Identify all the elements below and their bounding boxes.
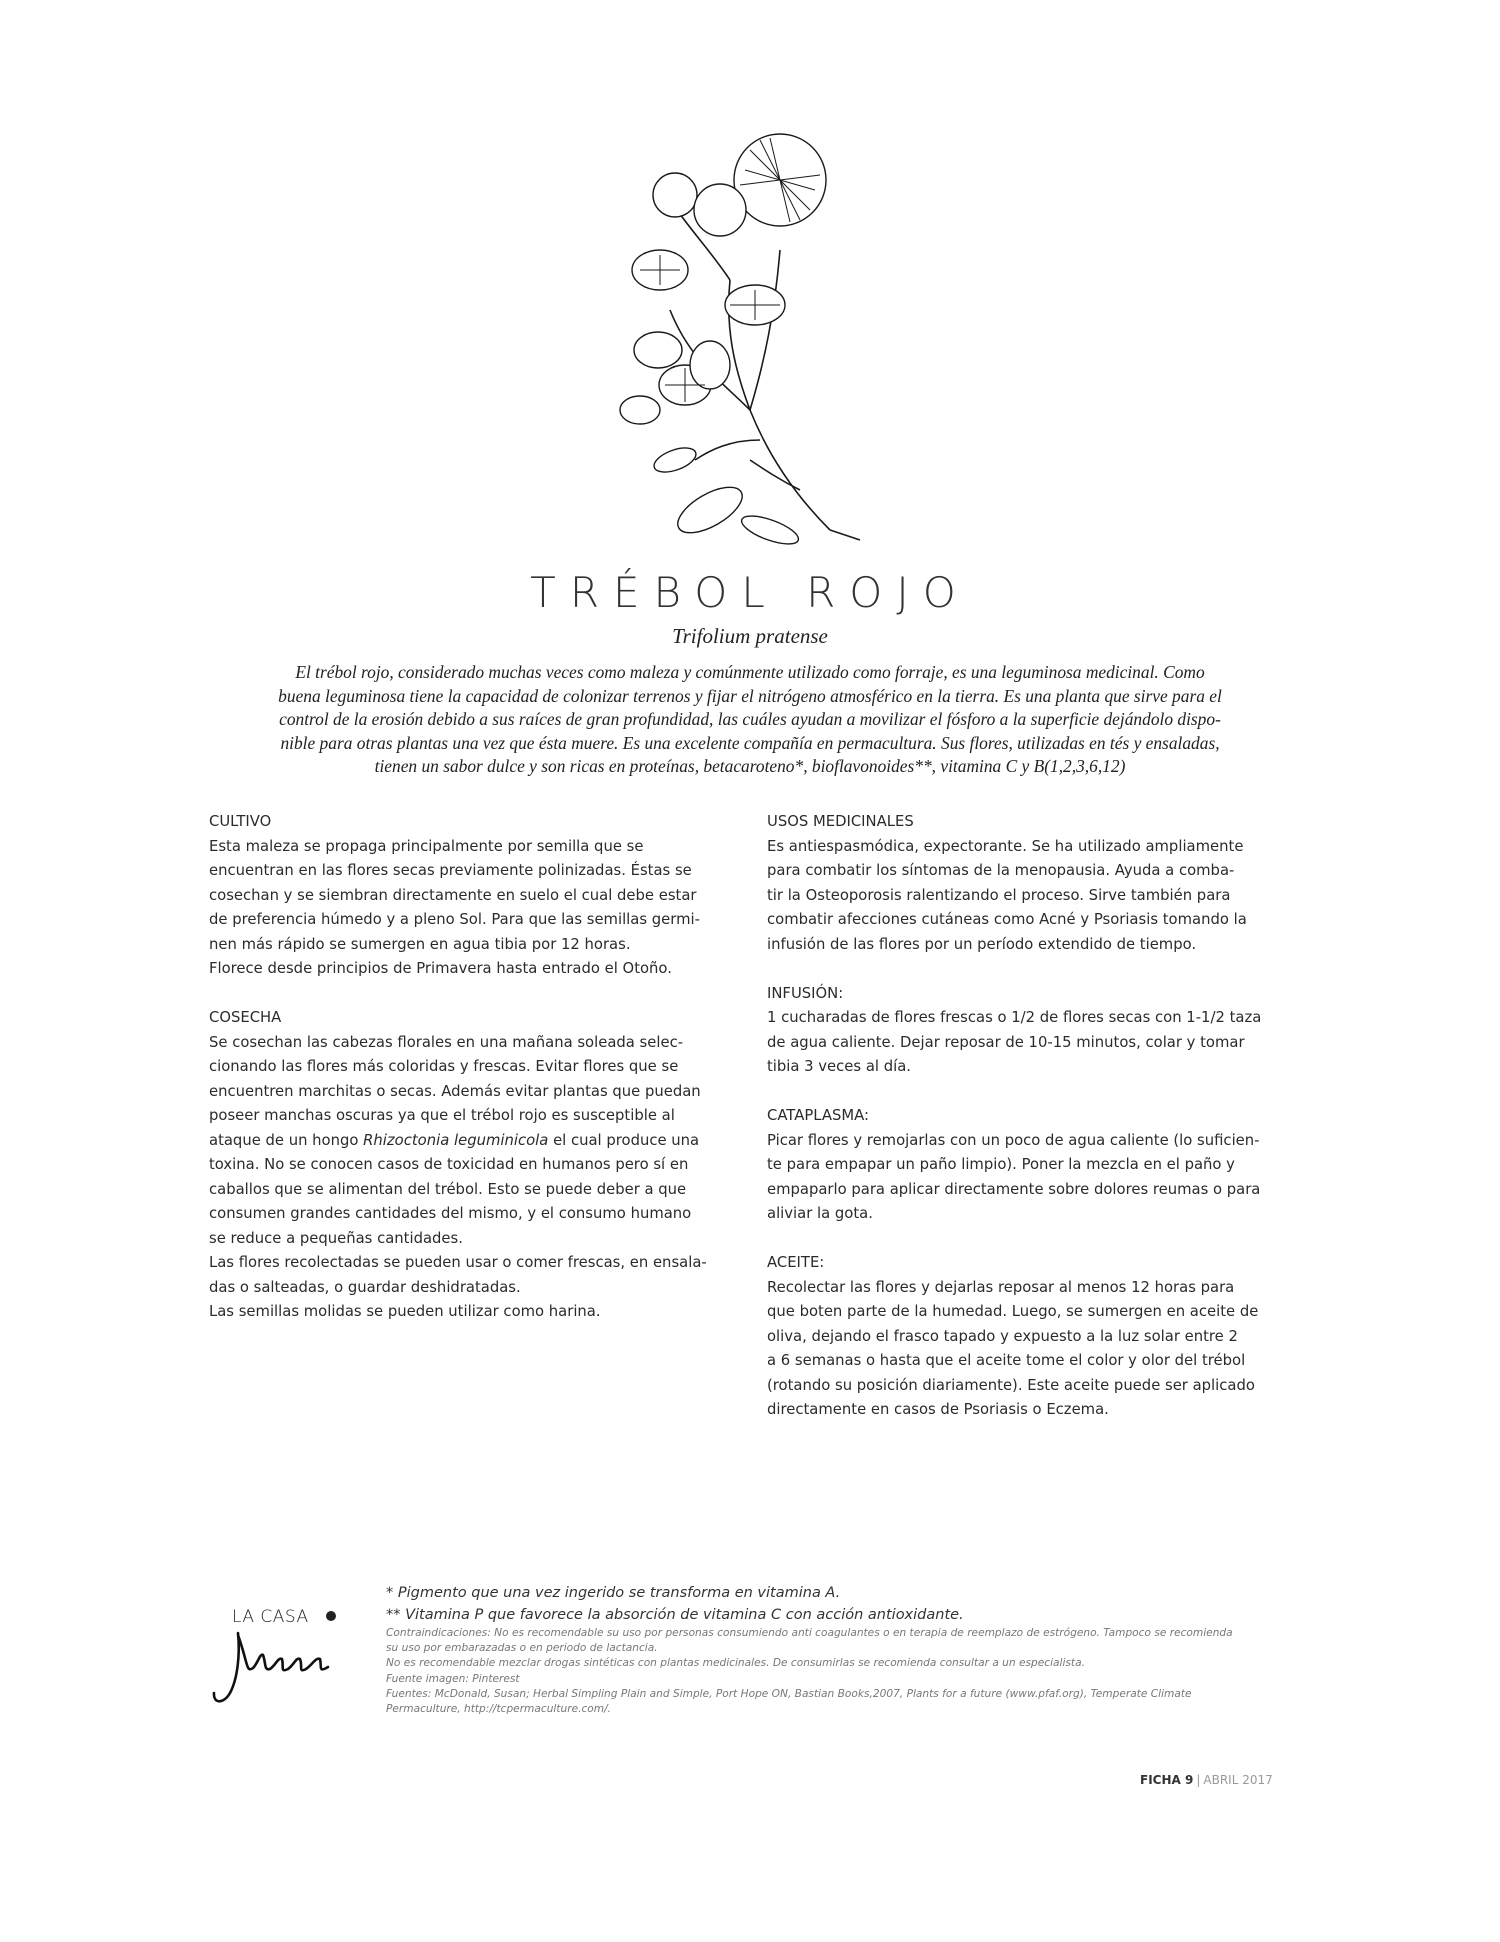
text-line: 1 cucharadas de flores frescas o 1/2 de flores secas con 1-1/2 taza [767, 1009, 1262, 1026]
text-line: toxina. No se conocen casos de toxicidad en humanos pero sí en [209, 1156, 689, 1173]
fine-print-line: No es recomendable mezclar drogas sintéticas con plantas medicinales. De consumirlas se recomienda consultar a un especialista. [386, 1657, 1085, 1670]
section-heading: CATAPLASMA: [767, 1107, 869, 1124]
text-line: tir la Osteoporosis ralentizando el proceso. Sirve también para [767, 886, 1231, 904]
text-line: nen más rápido se sumergen en agua tibia por 12 horas. [209, 935, 631, 953]
logo-script-signature [208, 1623, 343, 1713]
fungus-name: Rhizoctonia leguminicola [363, 1131, 549, 1149]
scientific-name: Trifolium pratense [672, 624, 828, 648]
text-line: Las semillas molidas se pueden utilizar como harina. [209, 1303, 601, 1320]
footnote-1: * Pigmento que una vez ingerido se transforma en vitamina A. [386, 1585, 841, 1601]
text-fragment: el cual produce una [548, 1131, 700, 1149]
red-clover-illustration [600, 110, 880, 550]
section-heading: CULTIVO [209, 813, 272, 830]
fine-print-line: Permaculture, http://tcpermaculture.com/. [386, 1703, 612, 1716]
left-column [209, 810, 749, 1325]
text-line: combatir afecciones cutáneas como Acné y Psoriasis tomando la [767, 911, 1247, 928]
intro-line: control de la erosión debido a sus raíces de gran profundidad, las cuáles ayudan a movilizar el fósforo a la superficie dejándolo dispo- [279, 709, 1221, 729]
text-line: cosechan y se siembran directamente en suelo el cual debe estar [209, 886, 697, 904]
text-line: Florece desde principios de Primavera hasta entrado el Otoño. [209, 960, 672, 977]
text-line: infusión de las flores por un período extendido de tiempo. [767, 935, 1197, 953]
fine-print-line: Contraindicaciones: No es recomendable su uso por personas consumiendo anti coagulantes o en terapia de reemplazo de estrógeno. Tampoco se recomienda [386, 1627, 1233, 1639]
fine-print-line: Fuente imagen: Pinterest [386, 1672, 520, 1685]
text-line: Se cosechan las cabezas florales en una mañana soleada selec- [209, 1033, 684, 1051]
footer-separator: | [1196, 1773, 1201, 1787]
text-line: tibia 3 veces al día. [767, 1058, 911, 1075]
text-line: empaparlo para aplicar directamente sobre dolores reumas o para [767, 1180, 1261, 1198]
section-heading: USOS MEDICINALES [767, 813, 914, 830]
text-line: Es antiespasmódica, expectorante. Se ha utilizado ampliamente [767, 837, 1244, 855]
text-line: que boten parte de la humedad. Luego, se sumergen en aceite de [767, 1303, 1259, 1320]
aceite-section [767, 1251, 1307, 1423]
text-line: para combatir los síntomas de la menopausia. Ayuda a comba- [767, 862, 1235, 879]
logo-dot-icon [326, 1611, 336, 1621]
fine-print-line: Fuentes: McDonald, Susan; Herbal Simpling Plain and Simple, Port Hope ON, Bastian Books,2007, Plants for a future (www.pfaf.org), Temperate Climate [386, 1687, 1192, 1700]
intro-paragraph [205, 661, 1295, 779]
text-line: Picar flores y remojarlas con un poco de agua caliente (lo suficien- [767, 1131, 1260, 1149]
text-line: consumen grandes cantidades del mismo, y el consumo humano [209, 1205, 692, 1222]
page-title: TRÉBOL ROJO [530, 568, 970, 617]
cultivo-section [209, 810, 749, 982]
text-line: Recolectar las flores y dejarlas reposar al menos 12 horas para [767, 1278, 1235, 1296]
intro-line: buena leguminosa tiene la capacidad de colonizar terrenos y fijar el nitrógeno atmosférico en la tierra. Es una planta que sirve para el [278, 685, 1222, 706]
text-line: Las flores recolectadas se pueden usar o comer frescas, en ensala- [209, 1254, 707, 1271]
cataplasma-section [767, 1104, 1307, 1227]
text-line: encuentran en las flores secas previamente polinizadas. Éstas se [209, 862, 692, 879]
right-column [767, 810, 1307, 1423]
footnote-2: ** Vitamina P que favorece la absorción de vitamina C con acción antioxidante. [386, 1607, 964, 1623]
text-line: te para empapar un paño limpio). Poner la mezcla en el paño y [767, 1156, 1235, 1173]
text-line: de agua caliente. Dejar reposar de 10-15 minutos, colar y tomar [767, 1033, 1245, 1051]
text-line: aliviar la gota. [767, 1205, 873, 1222]
text-line: poseer manchas oscuras ya que el trébol rojo es susceptible al [209, 1107, 675, 1124]
section-heading: ACEITE: [767, 1254, 825, 1271]
text-line: Esta maleza se propaga principalmente por semilla que se [209, 837, 644, 855]
text-line: se reduce a pequeñas cantidades. [209, 1229, 463, 1247]
logo-text: LA CASA [232, 1607, 309, 1627]
fine-print-line: su uso por embarazadas o en periodo de lactancia. [386, 1642, 658, 1655]
text-line: das o salteadas, o guardar deshidratadas. [209, 1278, 521, 1296]
text-line [209, 1129, 749, 1154]
cosecha-section [209, 1006, 749, 1325]
ficha-number: FICHA 9 [1140, 1773, 1194, 1787]
text-line: cionando las flores más coloridas y frescas. Evitar flores que se [209, 1058, 679, 1075]
section-heading: INFUSIÓN: [767, 984, 844, 1002]
section-heading: COSECHA [209, 1009, 282, 1026]
infusion-section [767, 982, 1307, 1080]
usos-medicinales-section [767, 810, 1307, 957]
text-line: oliva, dejando el frasco tapado y expuesto a la luz solar entre 2 [767, 1327, 1238, 1345]
intro-line: El trébol rojo, considerado muchas veces como maleza y comúnmente utilizado como forraje, es una leguminosa medicinal. Como [295, 662, 1205, 682]
text-line: caballos que se alimentan del trébol. Esto se puede deber a que [209, 1180, 687, 1198]
text-line: a 6 semanas o hasta que el aceite tome el color y olor del trébol [767, 1352, 1246, 1369]
text-line: directamente en casos de Psoriasis o Eczema. [767, 1401, 1109, 1418]
fine-print [386, 1626, 1306, 1717]
intro-line: tienen un sabor dulce y son ricas en proteínas, betacaroteno*, bioflavonoides**, vitamina C y B(1,2,3,6,12) [374, 756, 1126, 776]
footer-date: ABRIL 2017 [1203, 1773, 1273, 1787]
page-footer [1140, 1773, 1273, 1787]
text-line: (rotando su posición diariamente). Este aceite puede ser aplicado [767, 1376, 1255, 1394]
text-line: encuentren marchitas o secas. Además evitar plantas que puedan [209, 1082, 701, 1100]
footnotes [386, 1582, 1306, 1717]
text-line: de preferencia húmedo y a pleno Sol. Para que las semillas germi- [209, 911, 700, 928]
la-casa-de-juana-logo [208, 1605, 343, 1715]
text-fragment: ataque de un hongo [209, 1131, 364, 1149]
intro-line: nible para otras plantas una vez que ésta muere. Es una excelente compañía en permacultura. Sus flores, utilizadas en tés y ensaladas, [280, 732, 1220, 753]
